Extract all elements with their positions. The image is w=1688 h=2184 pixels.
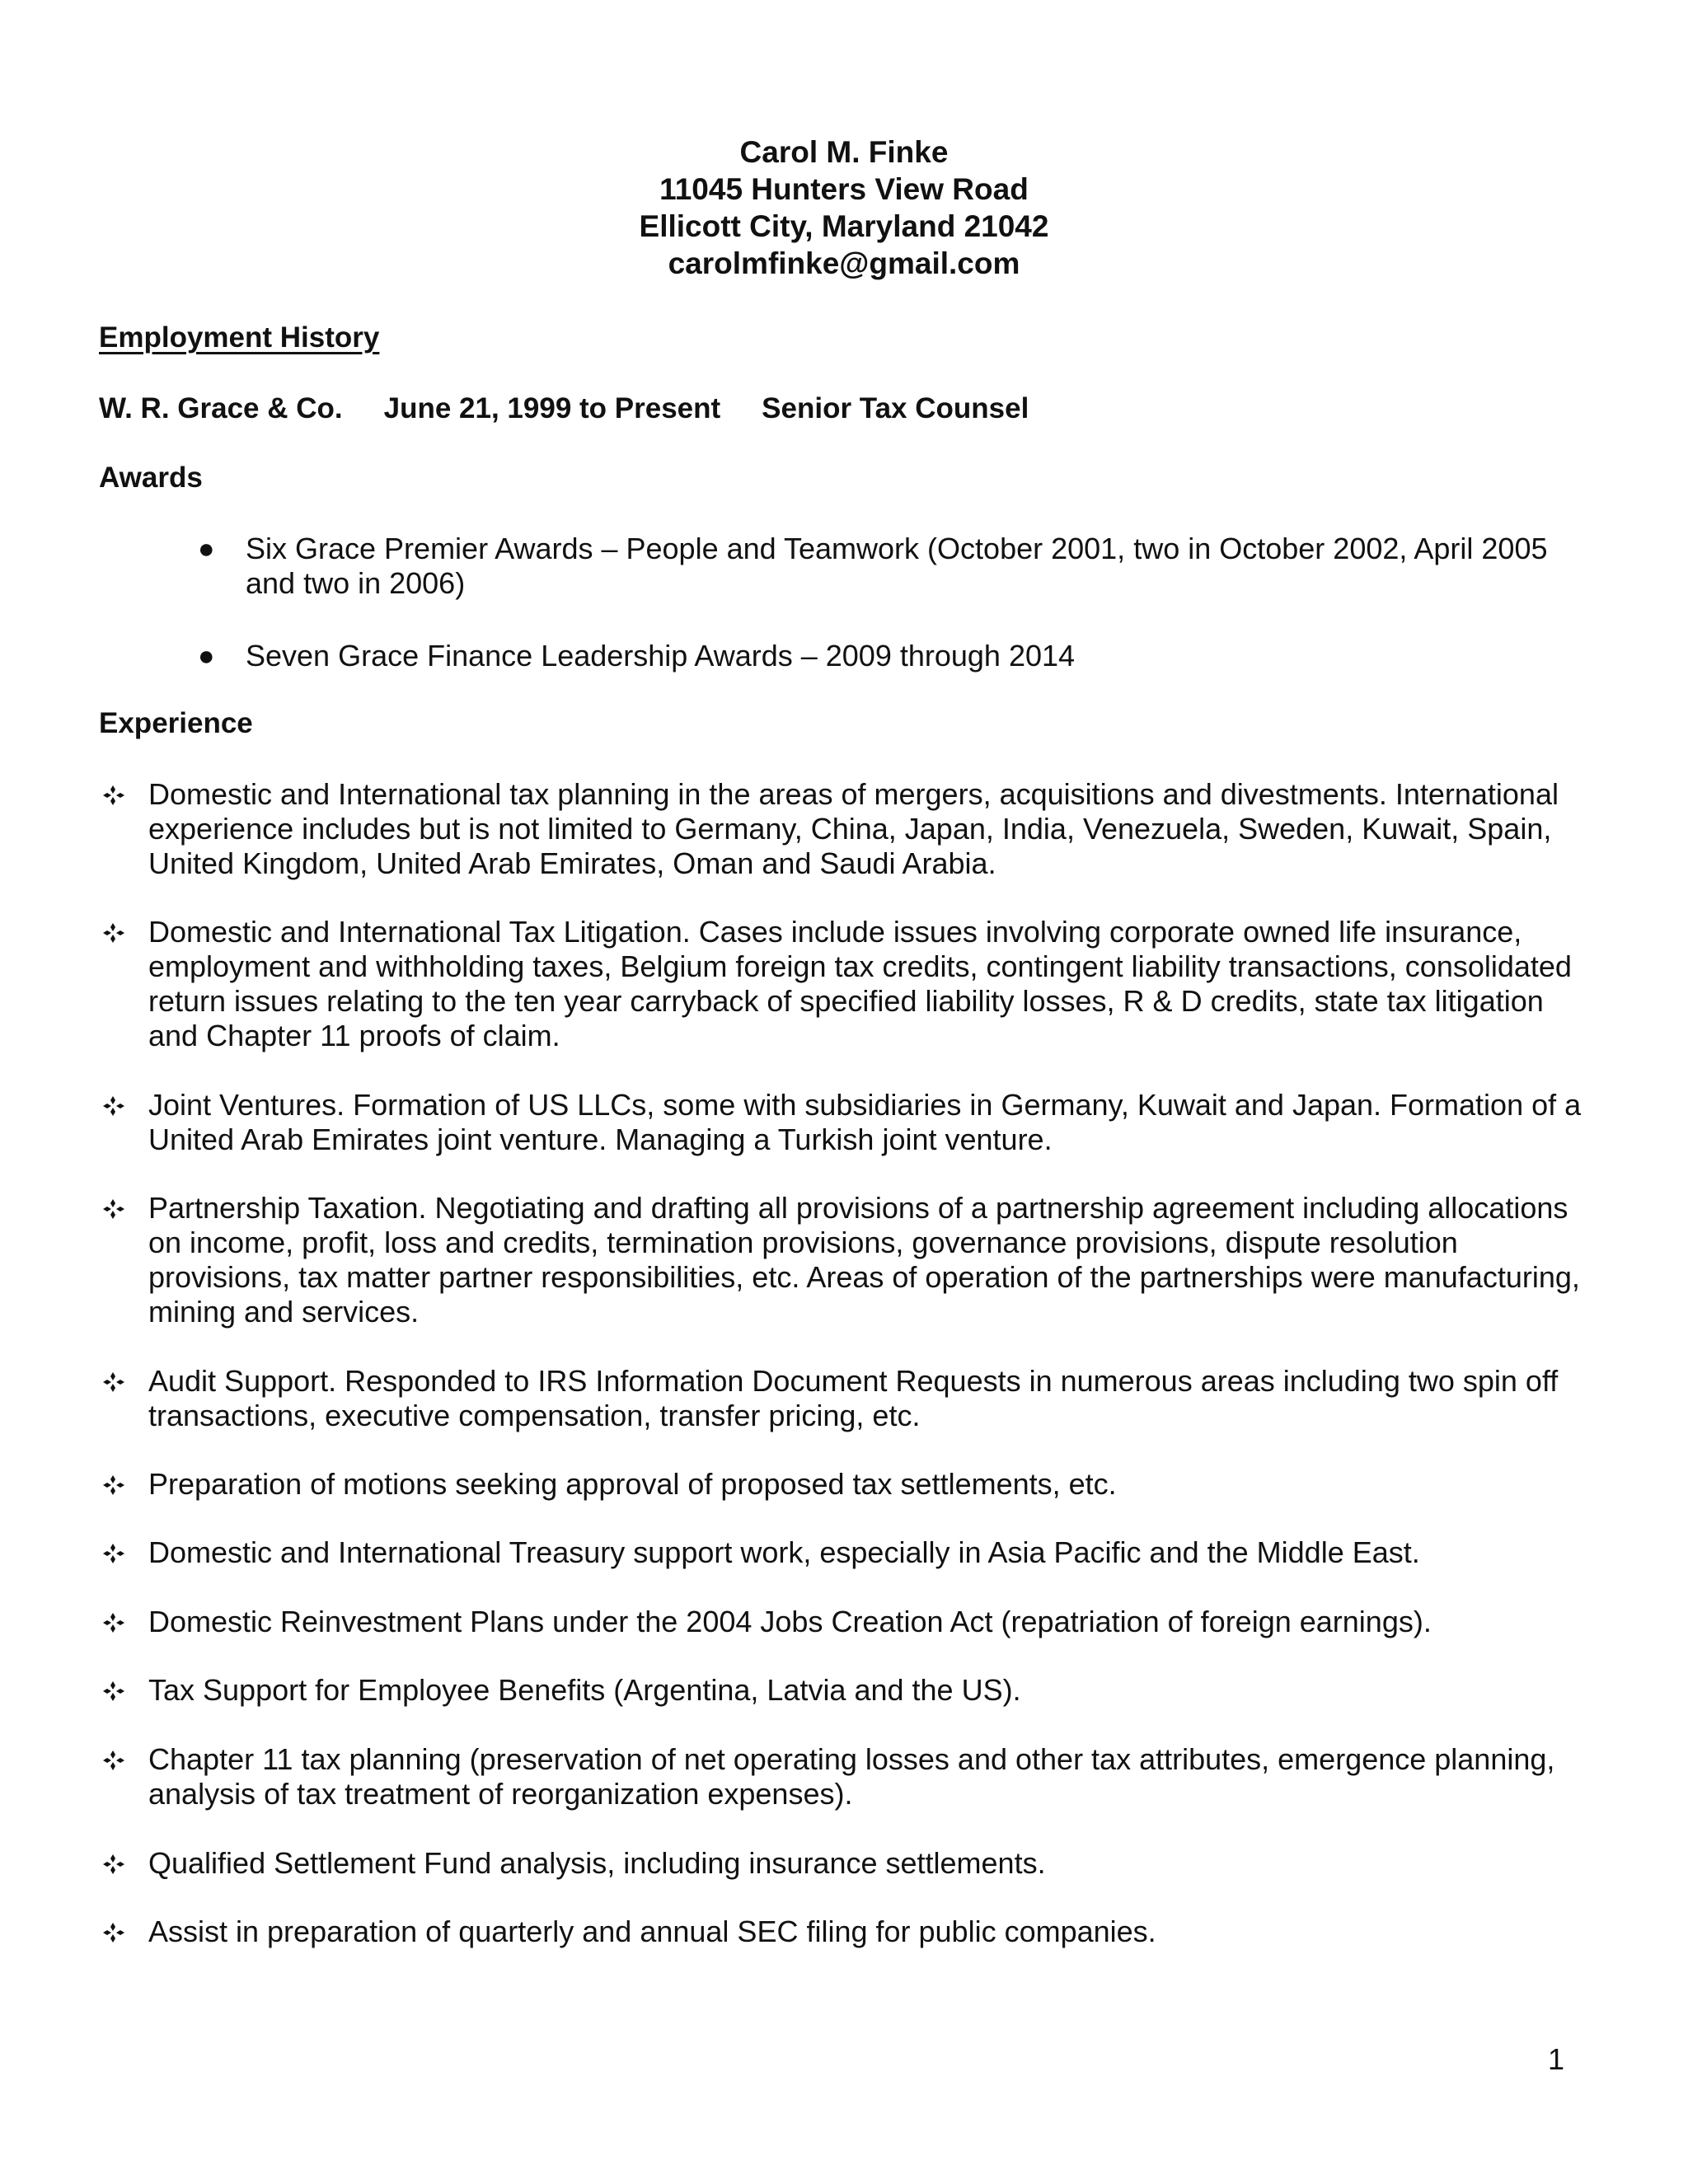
experience-text: Domestic Reinvestment Plans under the 2004 Jobs Creation Act (repatriation of foreign earnings). [148,1605,1432,1638]
four-diamond-bullet-icon [99,1915,127,1949]
four-diamond-bullet-icon [99,1605,127,1639]
employment-history-heading: Employment History [99,321,380,354]
contact-header [0,134,1688,282]
page-number: 1 [1548,2042,1565,2076]
email: carolmfinke@gmail.com [668,246,1020,280]
experience-text: Audit Support. Responded to IRS Information Document Requests in numerous areas including two spin off transactions, executive compensation, transfer pricing, etc. [148,1364,1559,1432]
four-diamond-bullet-icon [99,777,127,812]
four-diamond-bullet-icon [99,1467,127,1502]
experience-text: Domestic and International Tax Litigation. Cases include issues involving corporate owned life insurance, employment and withholding taxes, Belgium foreign tax credits, contingent liability transactions, consolidated return issues relating to the ten year carryback of specified liability losses, R & D credits, state tax litigation and Chapter 11 proofs of claim. [148,915,1572,1052]
four-diamond-bullet-icon [99,1535,127,1570]
award-text: Six Grace Premier Awards – People and Teamwork (October 2001, two in October 2002, April 2005 and two in 2006) [246,532,1548,600]
bullet-dot-icon: ● [198,640,215,672]
employment-entry [99,392,1029,425]
four-diamond-bullet-icon [99,1088,127,1122]
four-diamond-bullet-icon [99,1846,127,1881]
experience-text: Assist in preparation of quarterly and annual SEC filing for public companies. [148,1915,1156,1948]
four-diamond-bullet-icon [99,1191,127,1226]
experience-text: Partnership Taxation. Negotiating and drafting all provisions of a partnership agreement including allocations on income, profit, loss and credits, termination provisions, governance provisions, dispute resolution provisions, tax matter partner responsibilities, etc. Areas of operation of the partnerships were manufacturing, mining and services. [148,1191,1580,1329]
employment-dates: June 21, 1999 to Present [383,392,721,424]
four-diamond-bullet-icon [99,1364,127,1399]
job-title: Senior Tax Counsel [762,392,1029,424]
experience-text: Tax Support for Employee Benefits (Argentina, Latvia and the US). [148,1673,1021,1707]
experience-text: Joint Ventures. Formation of US LLCs, some with subsidiaries in Germany, Kuwait and Japan. Formation of a United Arab Emirates joint venture. Managing a Turkish joint venture. [148,1088,1582,1156]
experience-text: Chapter 11 tax planning (preservation of net operating losses and other tax attributes, emergence planning, analysis of tax treatment of reorganization expenses). [148,1742,1555,1811]
address-line-2: Ellicott City, Maryland 21042 [639,209,1049,243]
awards-heading: Awards [99,462,203,494]
award-text: Seven Grace Finance Leadership Awards – 2009 through 2014 [246,639,1076,673]
name: Carol M. Finke [739,135,949,169]
four-diamond-bullet-icon [99,1742,127,1777]
experience-text: Preparation of motions seeking approval of proposed tax settlements, etc. [148,1467,1117,1501]
experience-text: Domestic and International Treasury support work, especially in Asia Pacific and the Middle East. [148,1535,1420,1569]
address-line-1: 11045 Hunters View Road [659,172,1029,206]
bullet-dot-icon: ● [198,533,215,565]
experience-heading: Experience [99,707,253,739]
four-diamond-bullet-icon [99,915,127,949]
four-diamond-bullet-icon [99,1673,127,1708]
experience-text: Qualified Settlement Fund analysis, including insurance settlements. [148,1846,1046,1880]
experience-text: Domestic and International tax planning in the areas of mergers, acquisitions and divestments. International experience includes but is not limited to Germany, China, Japan, India, Venezuela, Sweden, Kuwait, Spain, United Kingdom, United Arab Emirates, Oman and Saudi Arabia. [148,777,1559,880]
employer-name: W. R. Grace & Co. [99,392,343,424]
